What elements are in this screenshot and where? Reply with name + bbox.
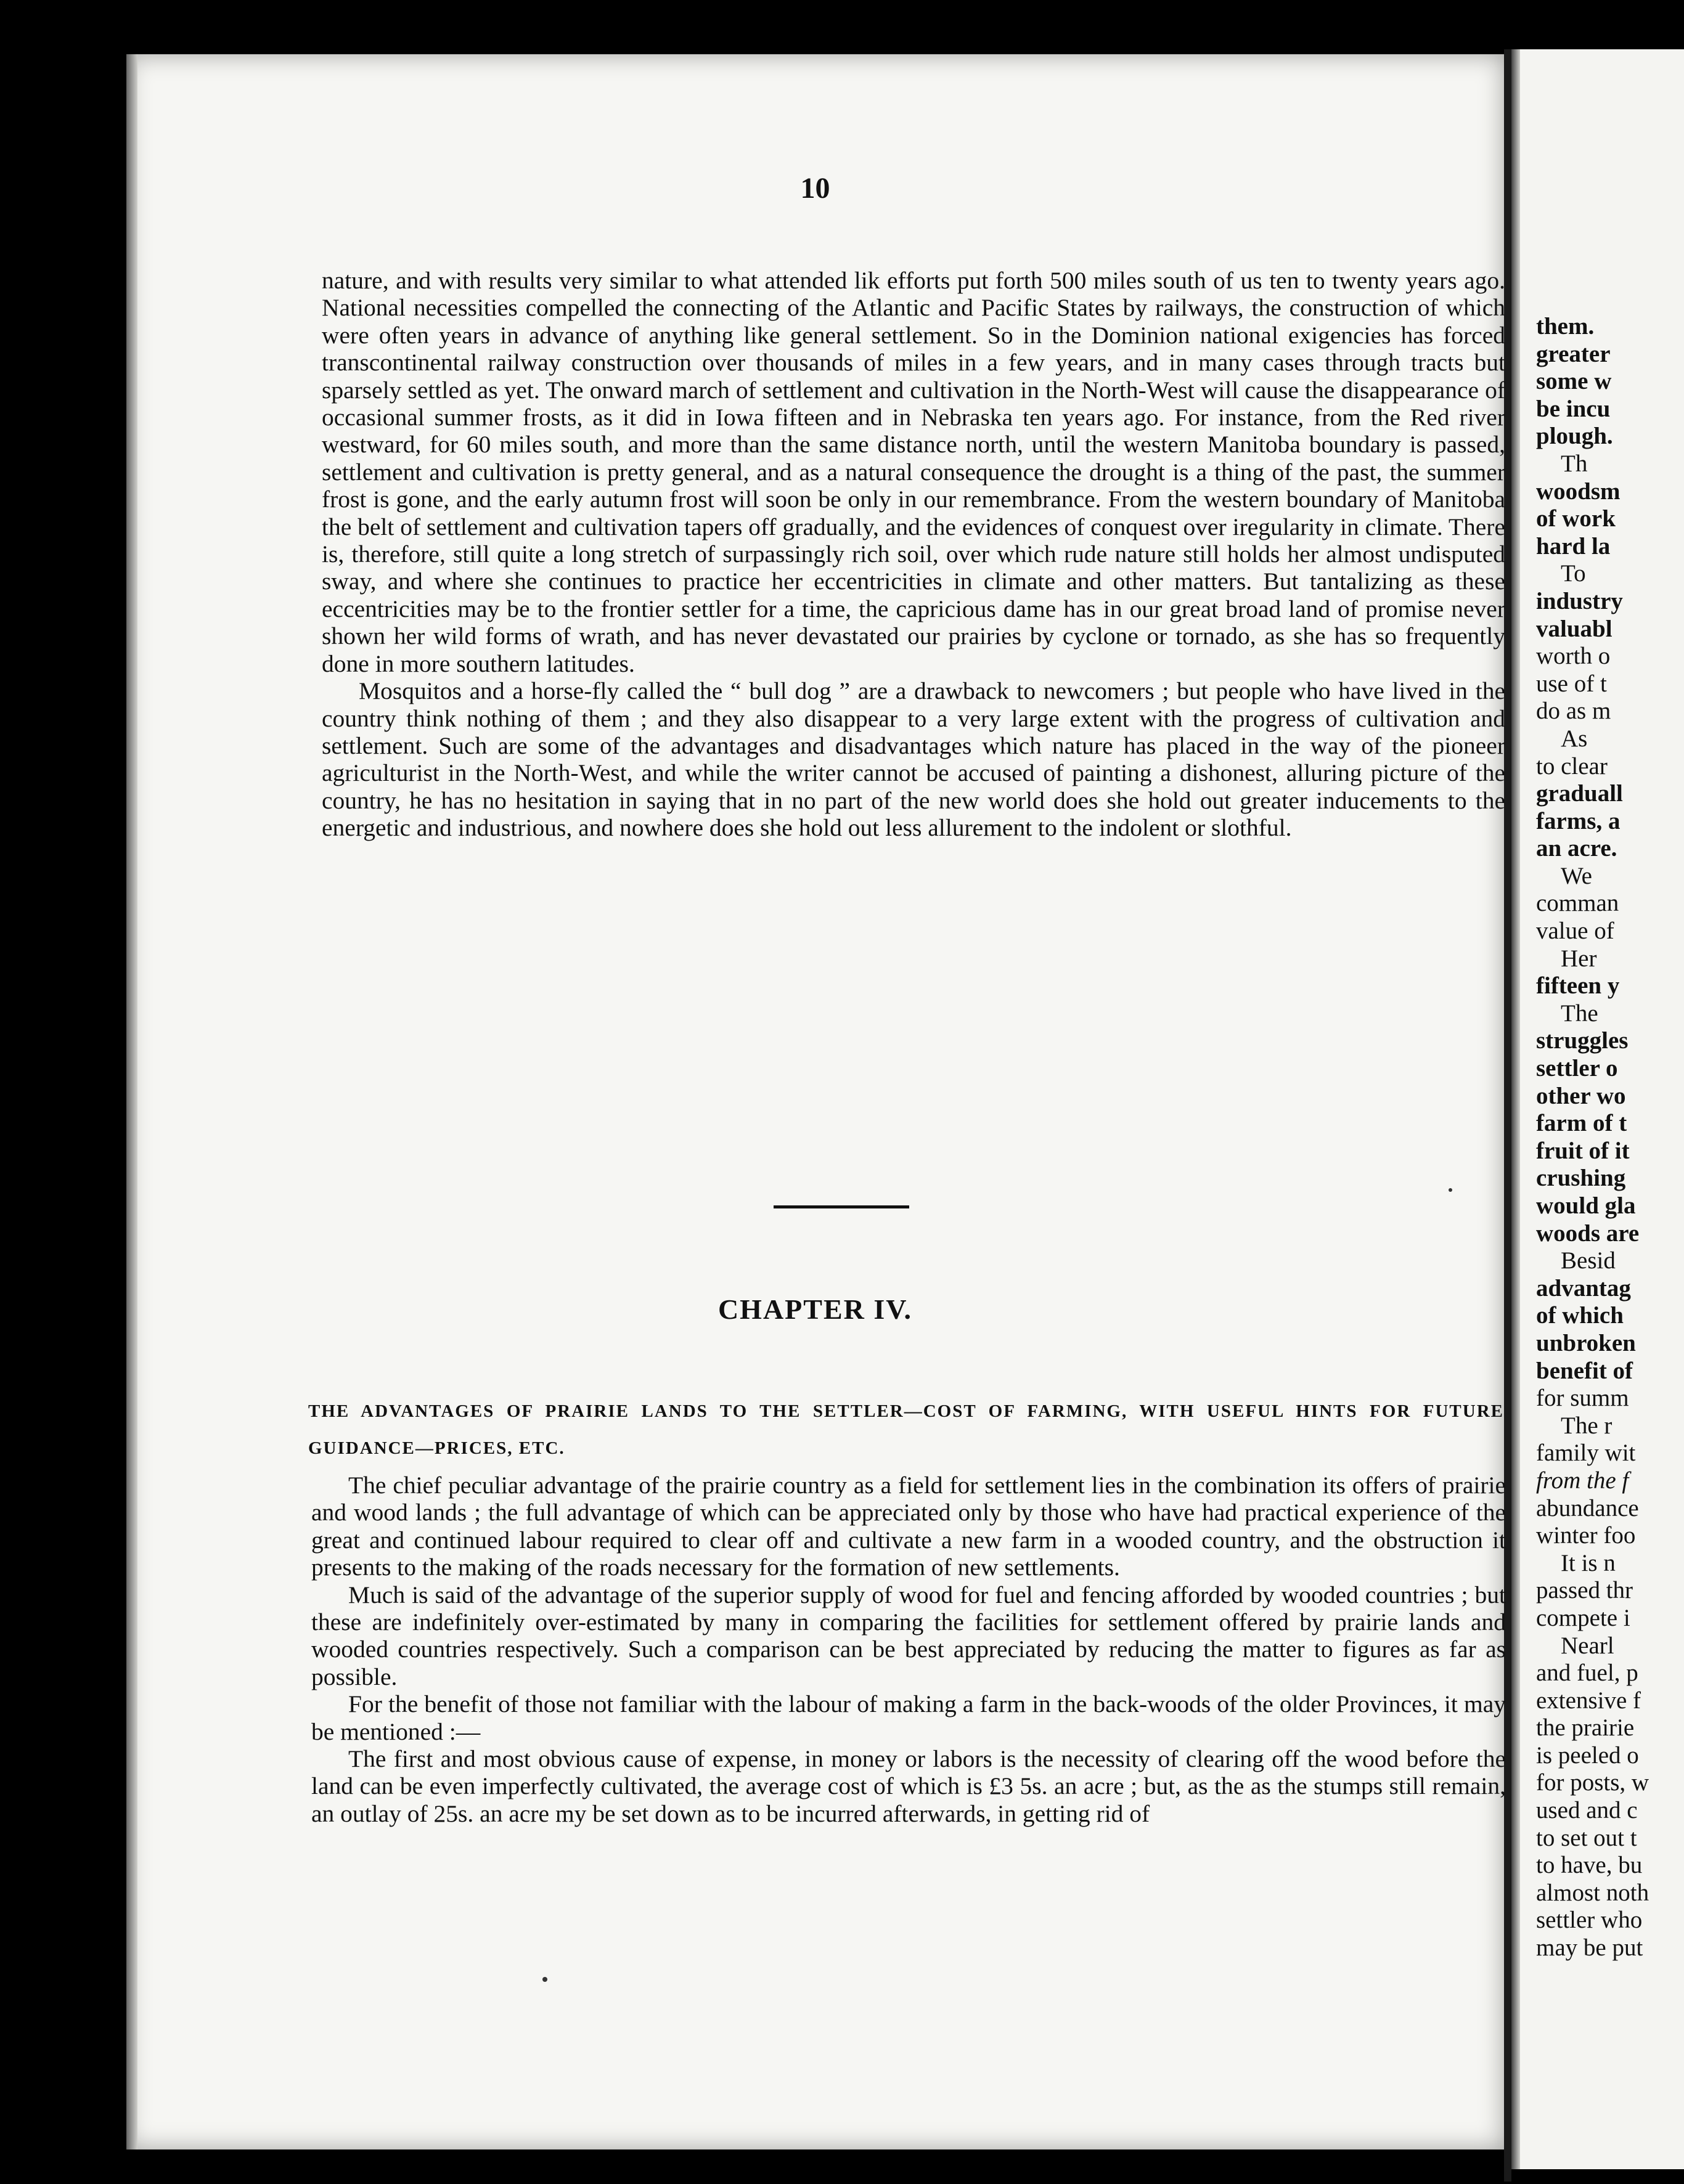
chapter-paragraph-3: For the benefit of those not familiar with the labour of making a farm in the back-woods of the older Provinces, it may be mentioned :— [311, 1690, 1506, 1745]
right-line: to clear [1536, 752, 1608, 780]
right-line: almost noth [1536, 1879, 1649, 1906]
right-line: an acre. [1536, 835, 1617, 862]
right-line: passed thr [1536, 1577, 1633, 1604]
right-line: of work [1536, 505, 1616, 532]
right-line: for posts, w [1536, 1769, 1649, 1796]
right-line: graduall [1536, 780, 1623, 807]
right-line: industry [1536, 587, 1623, 614]
right-line: valuabl [1536, 615, 1612, 642]
right-line: from the f [1536, 1467, 1629, 1494]
chapter-subtitle: THE ADVANTAGES OF PRAIRIE LANDS TO THE SETTLER—COST OF FARMING, WITH USEFUL HINTS FOR FUTURE GUIDANCE—PRICES, ETC. [308, 1401, 1504, 1458]
right-line: Nearl [1561, 1632, 1614, 1659]
right-line: unbroken [1536, 1329, 1636, 1356]
right-line: to set out t [1536, 1824, 1637, 1851]
right-line: farm of t [1536, 1110, 1627, 1137]
right-line: them. [1536, 313, 1595, 340]
right-line: struggles [1536, 1027, 1629, 1054]
right-line: compete i [1536, 1604, 1630, 1631]
right-line: Her [1561, 945, 1597, 972]
right-line: fifteen y [1536, 972, 1620, 1000]
right-line: The [1561, 1000, 1598, 1027]
body-text [322, 267, 1505, 842]
right-line: extensive f [1536, 1687, 1641, 1714]
right-line: As [1561, 725, 1588, 752]
right-line: some w [1536, 368, 1612, 395]
right-page-lines [1536, 313, 1684, 1962]
right-line: would gla [1536, 1192, 1636, 1219]
right-line: of which [1536, 1302, 1624, 1329]
right-line: benefit of [1536, 1357, 1633, 1384]
right-line: other wo [1536, 1082, 1626, 1109]
chapter-paragraph-4: The first and most obvious cause of expense, in money or labors is the necessity of clearing off the wood before the land can be even imperfectly cultivated, the average cost of which is £3 5s. an acre ; but, as the as the stumps still remain, an outlay of 25s. an acre my be set down as to be incurred afterwards, in getting rid of [311, 1745, 1506, 1827]
right-line: comman [1536, 890, 1619, 917]
right-line: is peeled o [1536, 1742, 1639, 1769]
right-line: settler who [1536, 1907, 1643, 1934]
right-line: family wit [1536, 1440, 1636, 1467]
right-line: It is n [1561, 1549, 1616, 1576]
right-line: woodsm [1536, 478, 1621, 505]
right-line: worth o [1536, 643, 1611, 670]
page-number: 10 [800, 172, 830, 205]
right-line: To [1561, 560, 1586, 587]
right-page-fragment [1511, 49, 1684, 2169]
right-line: advantag [1536, 1274, 1631, 1302]
chapter-text [311, 1472, 1506, 1827]
right-line: winter foo [1536, 1522, 1636, 1549]
right-line: Th [1561, 450, 1588, 477]
right-line: value of [1536, 918, 1614, 945]
section-divider [774, 1205, 909, 1208]
right-line: We [1561, 862, 1592, 889]
right-line: abundance [1536, 1494, 1639, 1522]
right-line: hard la [1536, 532, 1611, 560]
right-line: to have, bu [1536, 1852, 1643, 1879]
right-line: the prairie [1536, 1714, 1635, 1742]
paragraph-1: nature, and with results very similar to what attended lik efforts put forth 500 miles south of us ten to twenty years ago. National necessities compelled the connecting of the Atlantic and Pacific States by railways, the construction of which were often years in advance of anything like general settlement. So in the Dominion national exigencies has forced transcontinental railway construction over thousands of miles in a few years, and in many cases through tracts but sparsely settled as yet. The onward march of settlement and cultivation in the North-West will cause the disappearance of occasional summer frosts, as it did in Iowa fifteen and in Nebraska ten years ago. For instance, from the Red river westward, for 60 miles south, and more than the same distance north, until the western Manitoba boundary is passed, settlement and cultivation is pretty general, and as a natural consequence the drought is a thing of the past, the summer frost is gone, and the early autumn frost will soon be only in our remembrance. From the western boundary of Manitoba the belt of settlement and cultivation tapers off gradually, and the evidences of conquest over iregularity in climate. There is, therefore, still quite a long stretch of surpassingly rich soil, over which rude nature still holds her almost undisputed sway, and where she continues to practice her eccentricities in climate and other matters. But tantalizing as these eccentricities may be to the frontier settler for a time, the capricious dame has in our great broad land of promise never shown her wild forms of wrath, and has never devastated our prairies by cyclone or tornado, as she has so frequently done in more southern latitudes. [322, 267, 1505, 677]
right-line: settler o [1536, 1055, 1618, 1082]
paragraph-2: Mosquitos and a horse-fly called the “ bull dog ” are a drawback to newcomers ; but people who have lived in the country think nothing of them ; and they also disappear to a very large extent with the progress of cultivation and settlement. Such are some of the advantages and disadvantages which nature has placed in the way of the pioneer agriculturist in the North-West, and while the writer cannot be accused of painting a dishonest, alluring picture of the country, he has no hesitation in saying that in no part of the new world does she hold out greater inducements to the energetic and industrious, and nowhere does she hold out less allurement to the indolent or slothful. [322, 677, 1505, 842]
right-line: do as m [1536, 698, 1611, 725]
right-line: greater [1536, 340, 1611, 367]
right-line: woods are [1536, 1220, 1640, 1247]
chapter-paragraph-2: Much is said of the advantage of the superior supply of wood for fuel and fencing afforded by wooded countries ; but these are indefinitely over-estimated by many in comparing the facilities for settlement offered by prairie lands and wooded countries respectively. Such a comparison can be best appreciated by reducing the matter to figures as far as possible. [311, 1581, 1506, 1690]
right-line: The r [1561, 1412, 1612, 1439]
right-line: Besid [1561, 1247, 1616, 1274]
left-page [126, 54, 1504, 2149]
right-line: fruit of it [1536, 1137, 1630, 1164]
scan-speck [542, 1977, 547, 1982]
chapter-paragraph-1: The chief peculiar advantage of the prairie country as a field for settlement lies in the combination its offers of prairie and wood lands ; the full advantage of which can be appreciated only by those who have had practical experience of the great and continued labour required to clear off and cultivate a new farm in a wooded country, and the obstruction it presents to the making of the roads necessary for the formation of new settlements. [311, 1472, 1506, 1581]
right-line: be incu [1536, 395, 1611, 422]
right-line: crushing [1536, 1165, 1626, 1192]
chapter-title: CHAPTER IV. [717, 1294, 913, 1325]
right-line: use of t [1536, 670, 1607, 697]
right-line: for summ [1536, 1385, 1629, 1412]
right-line: may be put [1536, 1934, 1643, 1962]
right-line: and fuel, p [1536, 1660, 1638, 1687]
right-line: used and c [1536, 1797, 1638, 1824]
right-line: farms, a [1536, 807, 1621, 834]
right-line: plough. [1536, 423, 1613, 450]
scan-speck [1449, 1188, 1452, 1192]
